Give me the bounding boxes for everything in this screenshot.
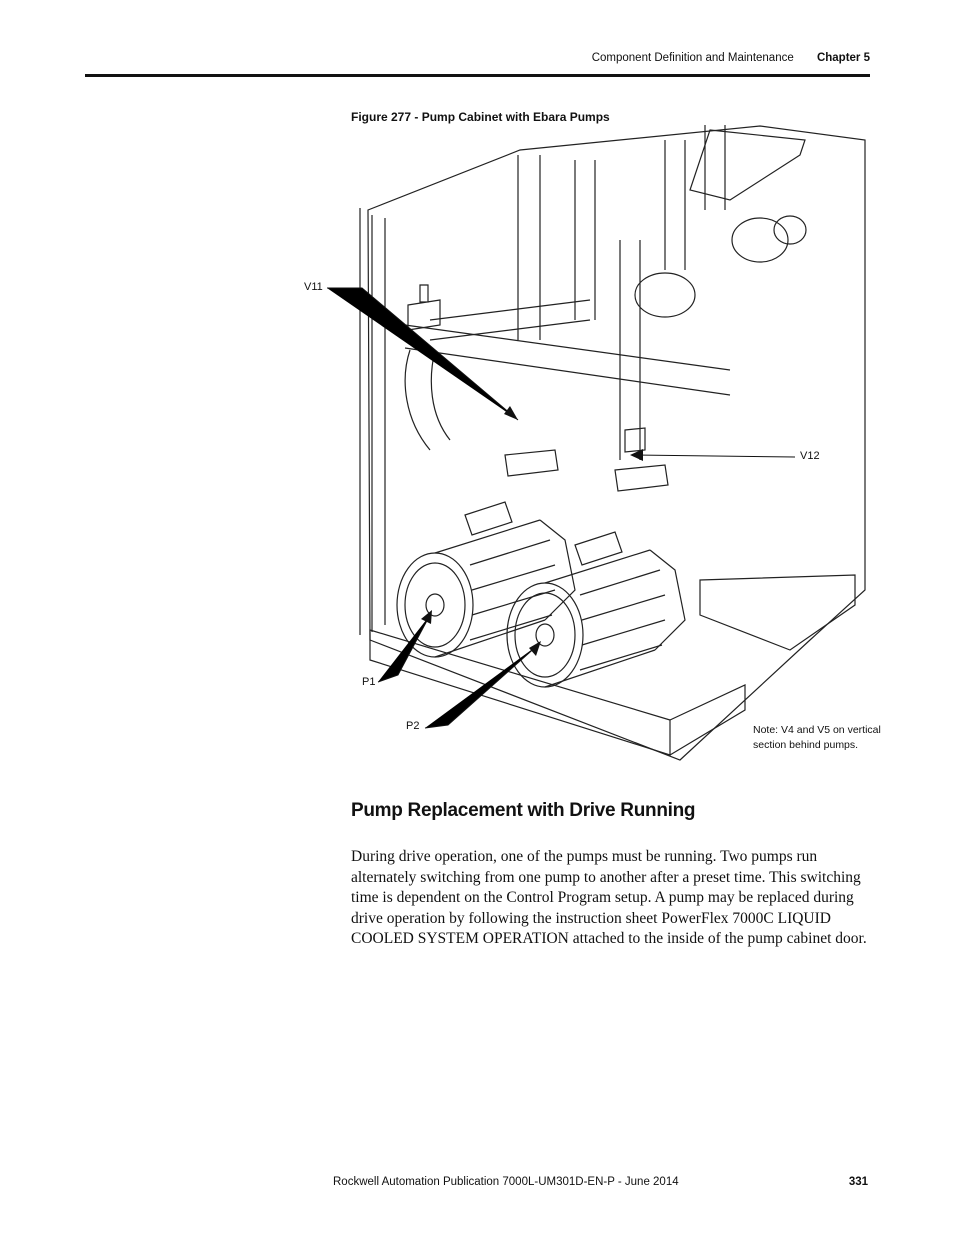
flange-3 — [774, 216, 806, 244]
callout-v11: V11 — [304, 281, 323, 293]
pump-housing-1 — [505, 450, 558, 476]
footer-publication: Rockwell Automation Publication 7000L-UM301D-EN-P - June 2014 — [333, 1176, 679, 1188]
base-rail — [670, 685, 745, 755]
vertical-pipe-3 — [620, 240, 640, 460]
figure-caption: Figure 277 - Pump Cabinet with Ebara Pumps — [351, 110, 610, 124]
v11-leader — [327, 288, 518, 420]
header-chapter-label: Chapter 5 — [816, 52, 870, 64]
v11-arrowhead — [504, 406, 518, 420]
cabinet-top-panel — [690, 130, 805, 200]
upper-manifold — [430, 300, 590, 340]
section-heading: Pump Replacement with Drive Running — [351, 800, 696, 821]
valve-v11-body — [408, 285, 440, 330]
p2-arrowhead — [529, 641, 541, 656]
callout-p1: P1 — [362, 676, 376, 688]
section-body-paragraph: During drive operation, one of the pumps must be running. Two pumps run alternately switching from one pump to another after a preset time. This switching time is dependent on the Control Program setup. A pump may be replaced during drive operation by following the instruction sheet PowerFlex 7000C LIQUID COOLED SYSTEM OPERATION attached to the inside of the pump cabinet door. — [351, 848, 867, 947]
vertical-pipe-1 — [518, 155, 540, 340]
p2-leader — [425, 645, 538, 728]
v12-leader — [635, 455, 795, 457]
callout-p2: P2 — [406, 720, 420, 732]
pump-housing-2 — [615, 465, 668, 491]
valve-v12-body — [625, 428, 645, 452]
cabinet-left-wall — [360, 208, 385, 635]
header-rule — [85, 74, 870, 77]
p1-leader — [378, 615, 430, 682]
pump-p1-motor — [397, 502, 575, 657]
vertical-pipe-4 — [665, 140, 685, 270]
cabinet-outline — [368, 126, 865, 760]
flange-1 — [635, 273, 695, 317]
pump-cabinet-illustration — [290, 120, 890, 770]
vertical-pipe-2 — [575, 160, 595, 320]
footer-page-number: 331 — [848, 1176, 868, 1188]
manifold-pipe — [405, 325, 730, 395]
pump-p2-motor — [507, 532, 685, 687]
page-header — [592, 52, 870, 64]
callout-v12: V12 — [800, 450, 820, 462]
side-platform — [700, 575, 855, 650]
figure-note: Note: V4 and V5 on vertical section behind pumps. — [753, 724, 881, 751]
header-section-title: Component Definition and Maintenance — [591, 52, 794, 64]
